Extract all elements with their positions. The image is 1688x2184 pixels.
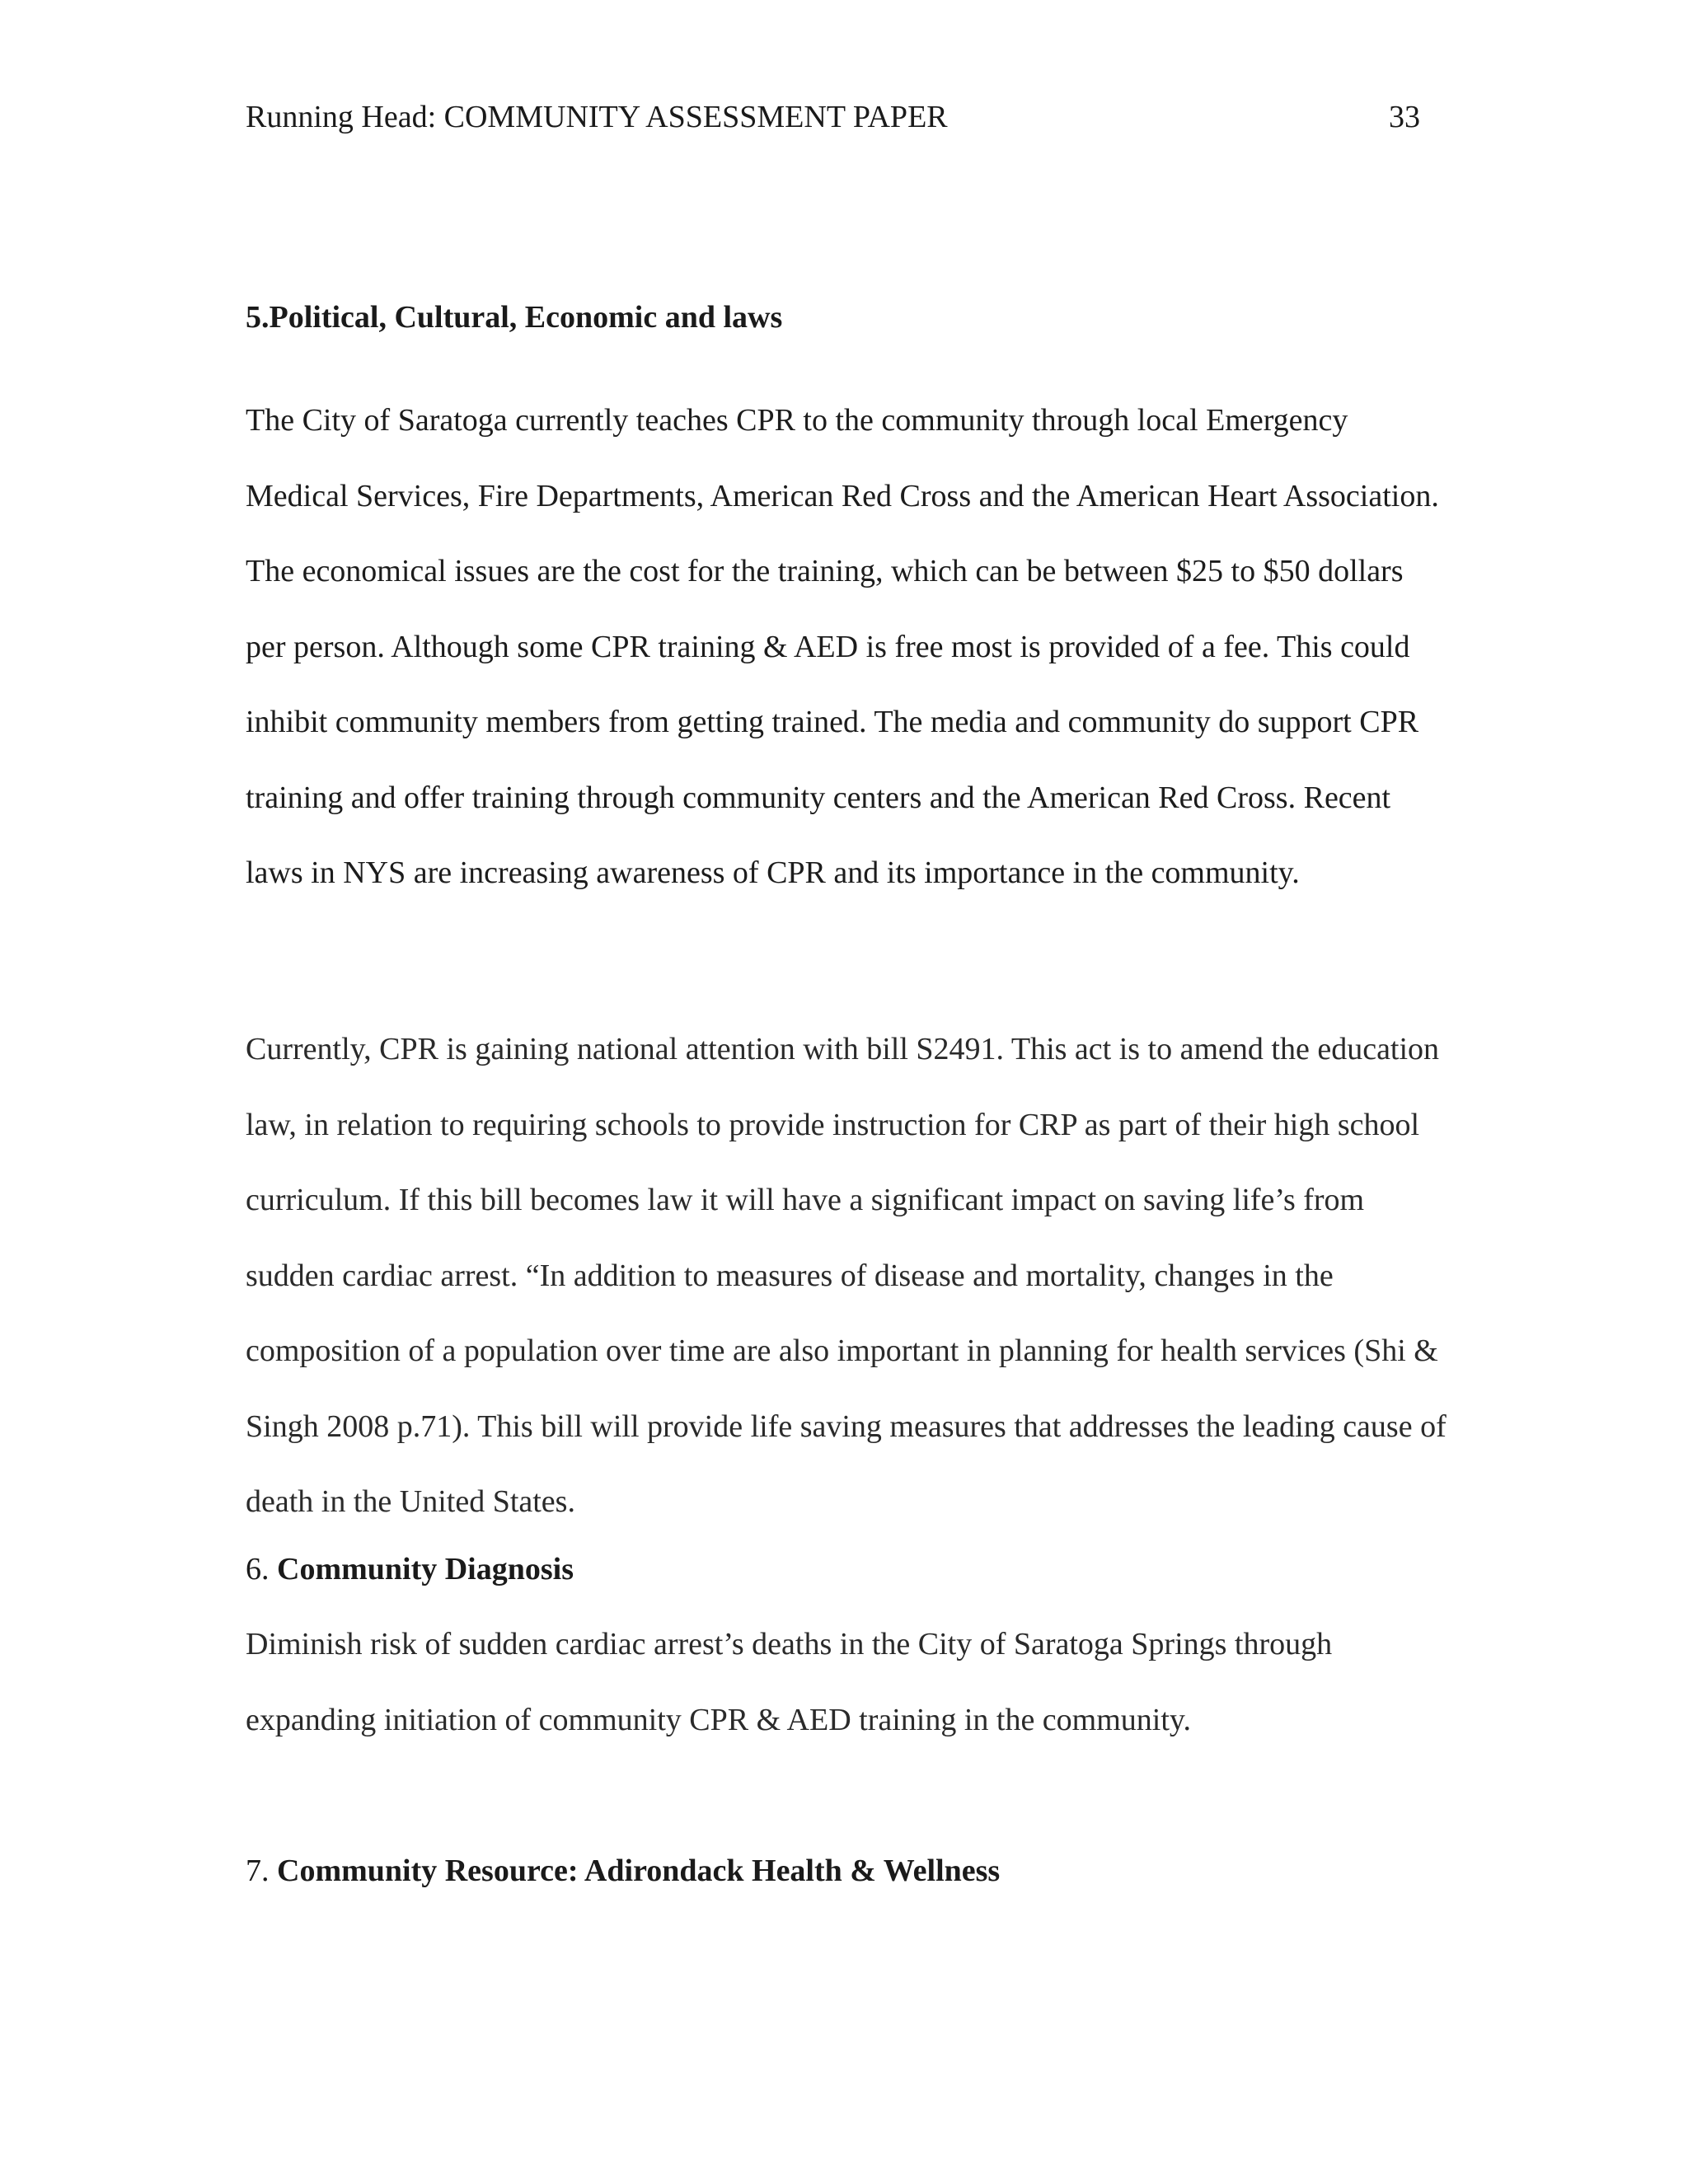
section-6-number: 6. — [246, 1552, 270, 1586]
section-7-heading-text: Community Resource: Adirondack Health & Wellness — [277, 1854, 1001, 1888]
section-5-heading-text: 5.Political, Cultural, Economic and laws — [246, 300, 783, 335]
section-7-heading — [246, 1846, 1000, 1896]
section-5-paragraph-2: Currently, CPR is gaining national attention with bill S2491. This act is to amend the education law, in relation to requiring schools to provide instruction for CRP as part of their high school curriculum. If this bill becomes law it will have a significant impact on saving life’s from sudden cardiac arrest. “In addition to measures of disease and mortality, changes in the composition of a population over time are also important in planning for health services (Shi & Singh 2008 p.71). This bill will provide life saving measures that addresses the leading cause of death in the United States. — [246, 1032, 1447, 1519]
page-number: 33 — [1389, 100, 1420, 134]
section-7-number: 7. — [246, 1854, 270, 1888]
section-6-paragraph: Diminish risk of sudden cardiac arrest’s deaths in the City of Saratoga Springs through expanding initiation of community CPR & AED training in the community. — [246, 1627, 1333, 1737]
section-5-heading — [246, 293, 782, 342]
running-head: Running Head: COMMUNITY ASSESSMENT PAPER — [246, 100, 948, 134]
section-6-heading — [246, 1544, 574, 1594]
section-6-heading-text: Community Diagnosis — [277, 1552, 574, 1586]
section-5-paragraph-1: The City of Saratoga currently teaches CPR to the community through local Emergency Medical Services, Fire Departments, American Red Cross and the American Heart Association. The economical issues are the cost for the training, which can be between $25 to $50 dollars per person. Although some CPR training & AED is free most is provided of a fee. This could inhibit community members from getting trained. The media and community do support CPR training and offer training through community centers and the American Red Cross. Recent laws in NYS are increasing awareness of CPR and its importance in the community. — [246, 403, 1439, 890]
